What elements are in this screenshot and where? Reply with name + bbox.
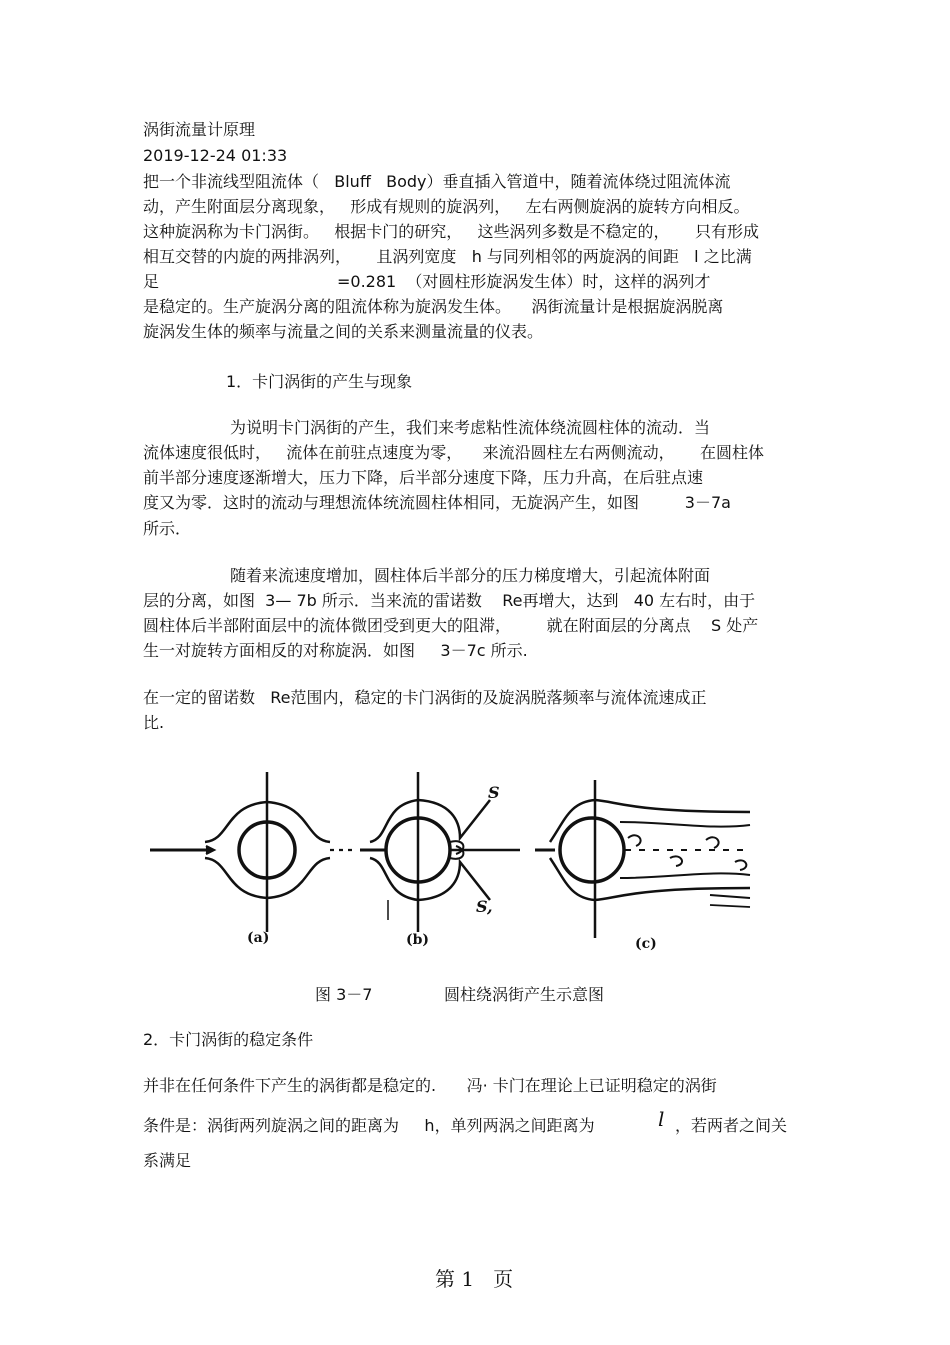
intro-line: 动，产生附面层分离现象， 形成有规则的旋涡列， 左右两侧旋涡的旋转方向相反。 xyxy=(143,197,750,216)
figure-label-s-top: S xyxy=(488,783,500,802)
page-title: 涡街流量计原理 xyxy=(143,120,256,139)
figure-label-b: (b) xyxy=(406,932,430,948)
figure-label-s-bottom: S, xyxy=(476,897,493,916)
para-line: 度又为零．这时的流动与理想流体统流圆柱体相同，无旋涡产生，如图 3－7a xyxy=(143,493,731,512)
para-line: 系满足 xyxy=(143,1151,192,1170)
para-line: 生一对旋转方面相反的对称旋涡．如图 3－7c 所示. xyxy=(143,641,528,660)
intro-line: 相互交替的内旋的两排涡列， 且涡列宽度 h 与同列相邻的两旋涡的间距 l 之比满 xyxy=(143,247,752,266)
ell-symbol: l xyxy=(658,1107,665,1131)
figure-a-cylinder xyxy=(150,772,355,932)
para-line: 流体速度很低时， 流体在前驻点速度为零， 来流沿圆柱左右两侧流动， 在圆柱体 xyxy=(143,443,765,462)
intro-line: 足 =0.281 （对圆柱形旋涡发生体）时，这样的涡列才 xyxy=(143,272,711,291)
para-line: ，若两者之间关 xyxy=(675,1116,788,1135)
para-line: 在一定的留诺数 Re范围内，稳定的卡门涡街的及旋涡脱落频率与流体流速成正 xyxy=(143,688,707,707)
para-line: 圆柱体后半部附面层中的流体微团受到更大的阻滞， 就在附面层的分离点 S 处产 xyxy=(143,616,759,635)
para-line: 随着来流速度增加，圆柱体后半部分的压力梯度增大，引起流体附面 xyxy=(230,566,711,585)
para-line: 比. xyxy=(143,713,165,732)
para-line: 为说明卡门涡街的产生，我们来考虑粘性流体绕流圆柱体的流动．当 xyxy=(230,418,711,437)
datetime: 2019-12-24 01:33 xyxy=(143,146,288,165)
intro-line: 是稳定的。生产旋涡分离的阻流体称为旋涡发生体。 涡街流量计是根据旋涡脱离 xyxy=(143,297,724,316)
para-line: 条件是：涡街两列旋涡之间的距离为 h，单列两涡之间距离为 xyxy=(143,1116,595,1135)
page-number: 第 1 页 xyxy=(435,1267,514,1291)
section-1-heading: 1．卡门涡街的产生与现象 xyxy=(226,372,413,391)
para-line: 所示． xyxy=(143,519,192,538)
figure-label-c: (c) xyxy=(635,936,657,952)
figure-label-a: (a) xyxy=(247,930,270,946)
figure-caption-text: 圆柱绕涡街产生示意图 xyxy=(444,985,605,1004)
intro-line: 这种旋涡称为卡门涡街。 根据卡门的研究， 这些涡列多数是不稳定的， 只有形成 xyxy=(143,222,759,241)
para-line: 并非在任何条件下产生的涡街都是稳定的. 冯· 卡门在理论上已证明稳定的涡街 xyxy=(143,1076,717,1095)
intro-line: 把一个非流线型阻流体（ Bluff Body）垂直插入管道中，随着流体绕过阻流体流 xyxy=(143,172,731,191)
intro-line: 旋涡发生体的频率与流量之间的关系来测量流量的仪表。 xyxy=(143,322,544,341)
karman-vortex-figure xyxy=(150,760,760,960)
para-line: 前半部分速度逐渐增大，压力下降，后半部分速度下降，压力升高，在后驻点速 xyxy=(143,468,704,487)
section-2-heading: 2．卡门涡街的稳定条件 xyxy=(143,1030,314,1049)
figure-caption-number: 图 3－7 xyxy=(315,985,373,1004)
para-line: 层的分离，如图 3— 7b 所示．当来流的雷诺数 Re再增大，达到 40 左右时，由于 xyxy=(143,591,756,610)
figure-c-cylinder xyxy=(535,780,750,938)
